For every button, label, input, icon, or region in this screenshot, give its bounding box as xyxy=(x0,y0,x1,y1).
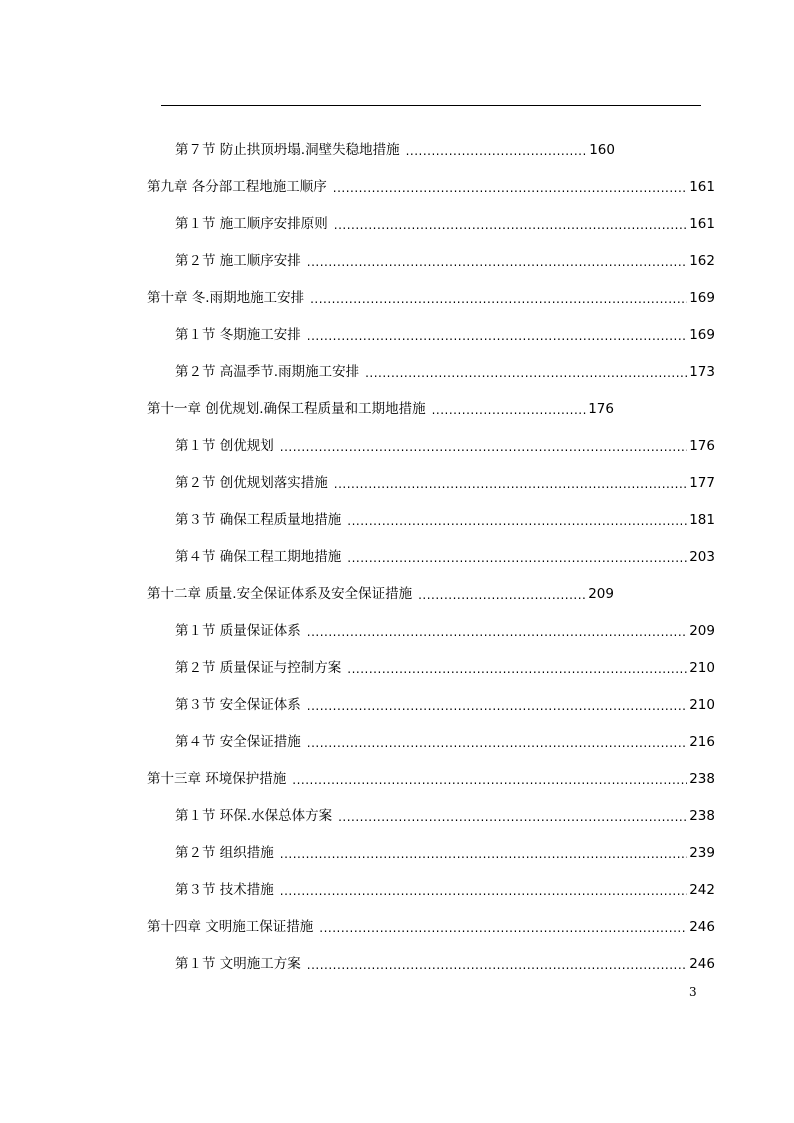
toc-dot-leader xyxy=(365,363,687,383)
toc-section-entry[interactable] xyxy=(0,353,715,390)
toc-entry-title: 第１节 文明施工方案 xyxy=(175,955,301,972)
toc-entry-page: 169 xyxy=(689,326,715,343)
toc-entry-page: 160 xyxy=(589,141,615,158)
toc-entry-page: 242 xyxy=(689,881,715,898)
toc-entry-page: 203 xyxy=(689,548,715,565)
toc-entry-title: 第１节 环保.水保总体方案 xyxy=(175,807,333,824)
toc-entry-title: 第１节 质量保证体系 xyxy=(175,622,301,639)
toc-chapter-entry[interactable] xyxy=(0,908,715,945)
toc-section-entry[interactable] xyxy=(0,686,715,723)
toc-chapter-entry[interactable] xyxy=(0,575,614,612)
toc-entry-title: 第３节 确保工程质量地措施 xyxy=(175,511,342,528)
toc-entry-title: 第３节 安全保证体系 xyxy=(175,696,301,713)
toc-dot-leader xyxy=(307,326,687,346)
toc-entry-title: 第４节 确保工程工期地措施 xyxy=(175,548,342,565)
toc-dot-leader xyxy=(406,141,588,161)
toc-dot-leader xyxy=(307,955,687,975)
toc-entry-page: 181 xyxy=(689,511,715,528)
toc-entry-title: 第３节 技术措施 xyxy=(175,881,274,898)
toc-entry-page: 238 xyxy=(689,807,715,824)
toc-section-entry[interactable] xyxy=(0,797,715,834)
toc-dot-leader xyxy=(347,511,687,531)
toc-entry-title: 第十二章 质量.安全保证体系及安全保证措施 xyxy=(147,585,413,602)
toc-entry-title: 第１节 创优规划 xyxy=(175,437,274,454)
toc-entry-title: 第十三章 环境保护措施 xyxy=(147,770,287,787)
toc-section-entry[interactable] xyxy=(0,723,715,760)
toc-dot-leader xyxy=(280,844,687,864)
toc-entry-page: 238 xyxy=(689,770,715,787)
toc-entry-title: 第１节 施工顺序安排原则 xyxy=(175,215,328,232)
toc-entry-page: 162 xyxy=(689,252,715,269)
toc-entry-title: 第２节 高温季节.雨期施工安排 xyxy=(175,363,360,380)
toc-entry-title: 第十章 冬.雨期地施工安排 xyxy=(147,289,305,306)
toc-entry-page: 246 xyxy=(689,955,715,972)
page-number: 3 xyxy=(689,985,697,999)
toc-entry-title: 第１节 冬期施工安排 xyxy=(175,326,301,343)
toc-dot-leader xyxy=(292,770,687,790)
toc-entry-page: 173 xyxy=(689,363,715,380)
toc-section-entry[interactable] xyxy=(0,464,715,501)
toc-section-entry[interactable] xyxy=(0,649,715,686)
toc-dot-leader xyxy=(307,733,687,753)
toc-entry-page: 210 xyxy=(689,659,715,676)
toc-dot-leader xyxy=(307,252,687,272)
toc-section-entry[interactable] xyxy=(0,834,715,871)
toc-dot-leader xyxy=(347,659,687,679)
toc-entry-title: 第２节 创优规划落实措施 xyxy=(175,474,328,491)
toc-entry-title: 第２节 施工顺序安排 xyxy=(175,252,301,269)
toc-entry-page: 210 xyxy=(689,696,715,713)
toc-entry-page: 209 xyxy=(689,622,715,639)
toc-dot-leader xyxy=(338,807,687,827)
header-rule xyxy=(161,105,701,106)
toc-entry-title: 第九章 各分部工程地施工顺序 xyxy=(147,178,327,195)
toc-chapter-entry[interactable] xyxy=(0,168,715,205)
toc-section-entry[interactable] xyxy=(0,427,715,464)
toc-dot-leader xyxy=(307,696,687,716)
toc-section-entry[interactable] xyxy=(0,131,615,168)
toc-chapter-entry[interactable] xyxy=(0,760,715,797)
toc-dot-leader xyxy=(334,474,687,494)
toc-entry-page: 161 xyxy=(689,178,715,195)
toc-dot-leader xyxy=(347,548,687,568)
toc-section-entry[interactable] xyxy=(0,612,715,649)
toc-section-entry[interactable] xyxy=(0,871,715,908)
toc-chapter-entry[interactable] xyxy=(0,279,715,316)
toc-dot-leader xyxy=(418,585,586,605)
toc-entry-title: 第十一章 创优规划.确保工程质量和工期地措施 xyxy=(147,400,426,417)
toc-entry-title: 第４节 安全保证措施 xyxy=(175,733,301,750)
toc-entry-title: 第２节 组织措施 xyxy=(175,844,274,861)
toc-dot-leader xyxy=(280,437,687,457)
toc-section-entry[interactable] xyxy=(0,501,715,538)
toc-dot-leader xyxy=(310,289,687,309)
toc-section-entry[interactable] xyxy=(0,316,715,353)
toc-section-entry[interactable] xyxy=(0,242,715,279)
table-of-contents xyxy=(0,131,794,982)
toc-entry-page: 209 xyxy=(588,585,614,602)
toc-entry-title: 第７节 防止拱顶坍塌.洞壁失稳地措施 xyxy=(175,141,400,158)
toc-section-entry[interactable] xyxy=(0,945,715,982)
toc-dot-leader xyxy=(319,918,687,938)
toc-chapter-entry[interactable] xyxy=(0,390,614,427)
toc-entry-page: 177 xyxy=(689,474,715,491)
toc-entry-title: 第２节 质量保证与控制方案 xyxy=(175,659,342,676)
toc-dot-leader xyxy=(334,215,687,235)
toc-entry-page: 239 xyxy=(689,844,715,861)
toc-section-entry[interactable] xyxy=(0,205,715,242)
toc-entry-page: 161 xyxy=(689,215,715,232)
toc-dot-leader xyxy=(280,881,687,901)
toc-dot-leader xyxy=(307,622,687,642)
toc-entry-page: 246 xyxy=(689,918,715,935)
toc-entry-title: 第十四章 文明施工保证措施 xyxy=(147,918,314,935)
toc-entry-page: 176 xyxy=(689,437,715,454)
toc-entry-page: 169 xyxy=(689,289,715,306)
toc-section-entry[interactable] xyxy=(0,538,715,575)
toc-entry-page: 176 xyxy=(588,400,614,417)
toc-dot-leader xyxy=(432,400,587,420)
toc-dot-leader xyxy=(333,178,687,198)
toc-entry-page: 216 xyxy=(689,733,715,750)
